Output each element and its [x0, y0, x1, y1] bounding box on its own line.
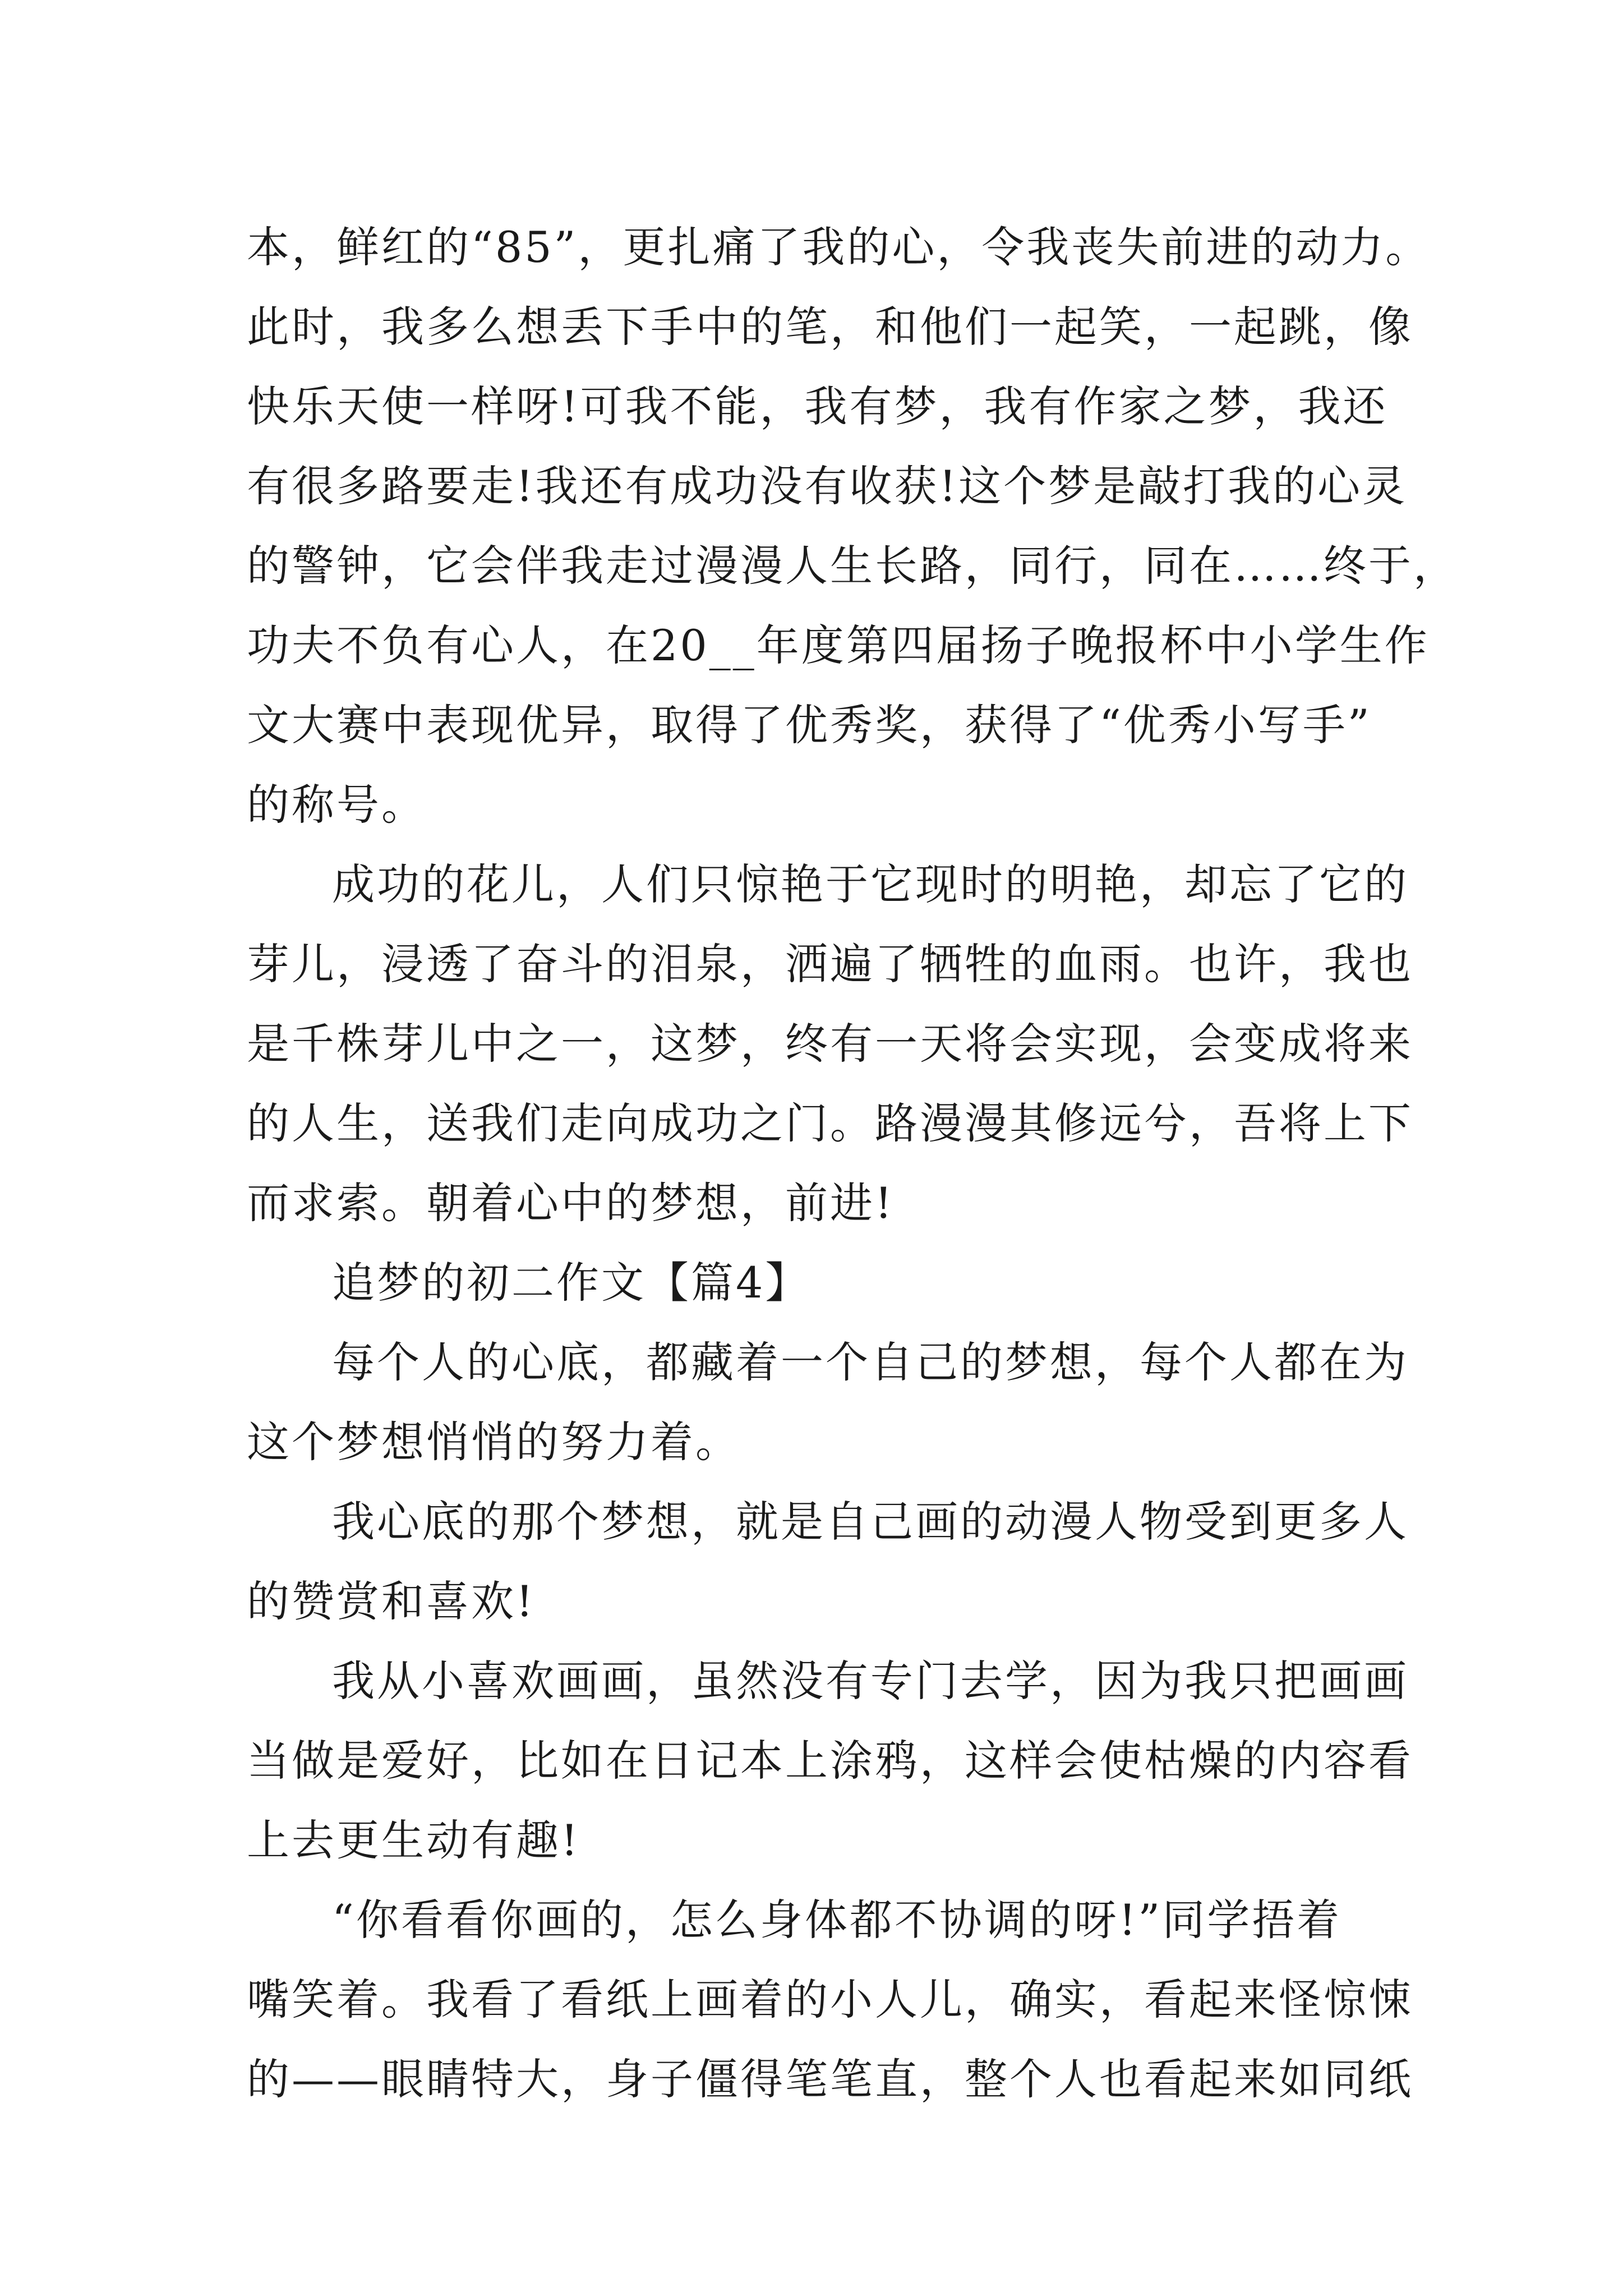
paragraph-start-line: 我心底的那个梦想，就是自己画的动漫人物受到更多人: [332, 1497, 1409, 1547]
text-line: 功夫不负有心人，在20__年度第四届扬子晚报杯中小学生作: [247, 620, 1430, 670]
paragraph-start-line: 每个人的心底，都藏着一个自己的梦想，每个人都在为: [332, 1337, 1409, 1387]
text-line: 有很多路要走!我还有成功没有收获!这个梦是敲打我的心灵: [247, 461, 1408, 511]
text-line: 而求索。朝着心中的梦想，前进!: [247, 1178, 895, 1228]
text-line: 本，鲜红的“85”，更扎痛了我的心，令我丧失前进的动力。: [247, 222, 1431, 272]
text-line: 嘴笑着。我看了看纸上画着的小人儿，确实，看起来怪惊悚: [247, 1975, 1413, 2024]
text-line: 文大赛中表现优异，取得了优秀奖，获得了“优秀小写手”: [247, 700, 1372, 750]
text-line: 这个梦想悄悄的努力着。: [247, 1417, 740, 1467]
text-line: 此时，我多么想丢下手中的笔，和他们一起笑，一起跳，像: [247, 302, 1413, 352]
text-line: 快乐天使一样呀!可我不能，我有梦，我有作家之梦，我还: [247, 381, 1388, 431]
text-line: 的赞赏和喜欢!: [247, 1576, 536, 1626]
text-line: 的——眼睛特大，身子僵得笔笔直，整个人也看起来如同纸: [247, 2054, 1413, 2104]
text-line: 的人生，送我们走向成功之门。路漫漫其修远兮，吾将上下: [247, 1098, 1413, 1148]
paragraph-start-line: 成功的花儿，人们只惊艳于它现时的明艳，却忘了它的: [332, 859, 1409, 909]
text-line: 芽儿，浸透了奋斗的泪泉，洒遍了牺牲的血雨。也许，我也: [247, 939, 1413, 989]
section-heading: 追梦的初二作文【篇4】: [332, 1258, 810, 1308]
text-line: 的称号。: [247, 780, 426, 830]
text-line: 是千株芽儿中之一，这梦，终有一天将会实现，会变成将来: [247, 1019, 1413, 1069]
text-line: 上去更生动有趣!: [247, 1815, 580, 1865]
body-text: [247, 208, 1458, 2119]
paragraph-start-line: “你看看你画的，怎么身体都不协调的呀!”同学捂着: [332, 1895, 1342, 1945]
paragraph-start-line: 我从小喜欢画画，虽然没有专门去学，因为我只把画画: [332, 1656, 1409, 1706]
text-line: 当做是爱好，比如在日记本上涂鸦，这样会使枯燥的内容看: [247, 1736, 1413, 1786]
text-line: 的警钟，它会伴我走过漫漫人生长路，同行，同在……终于，: [247, 541, 1458, 591]
